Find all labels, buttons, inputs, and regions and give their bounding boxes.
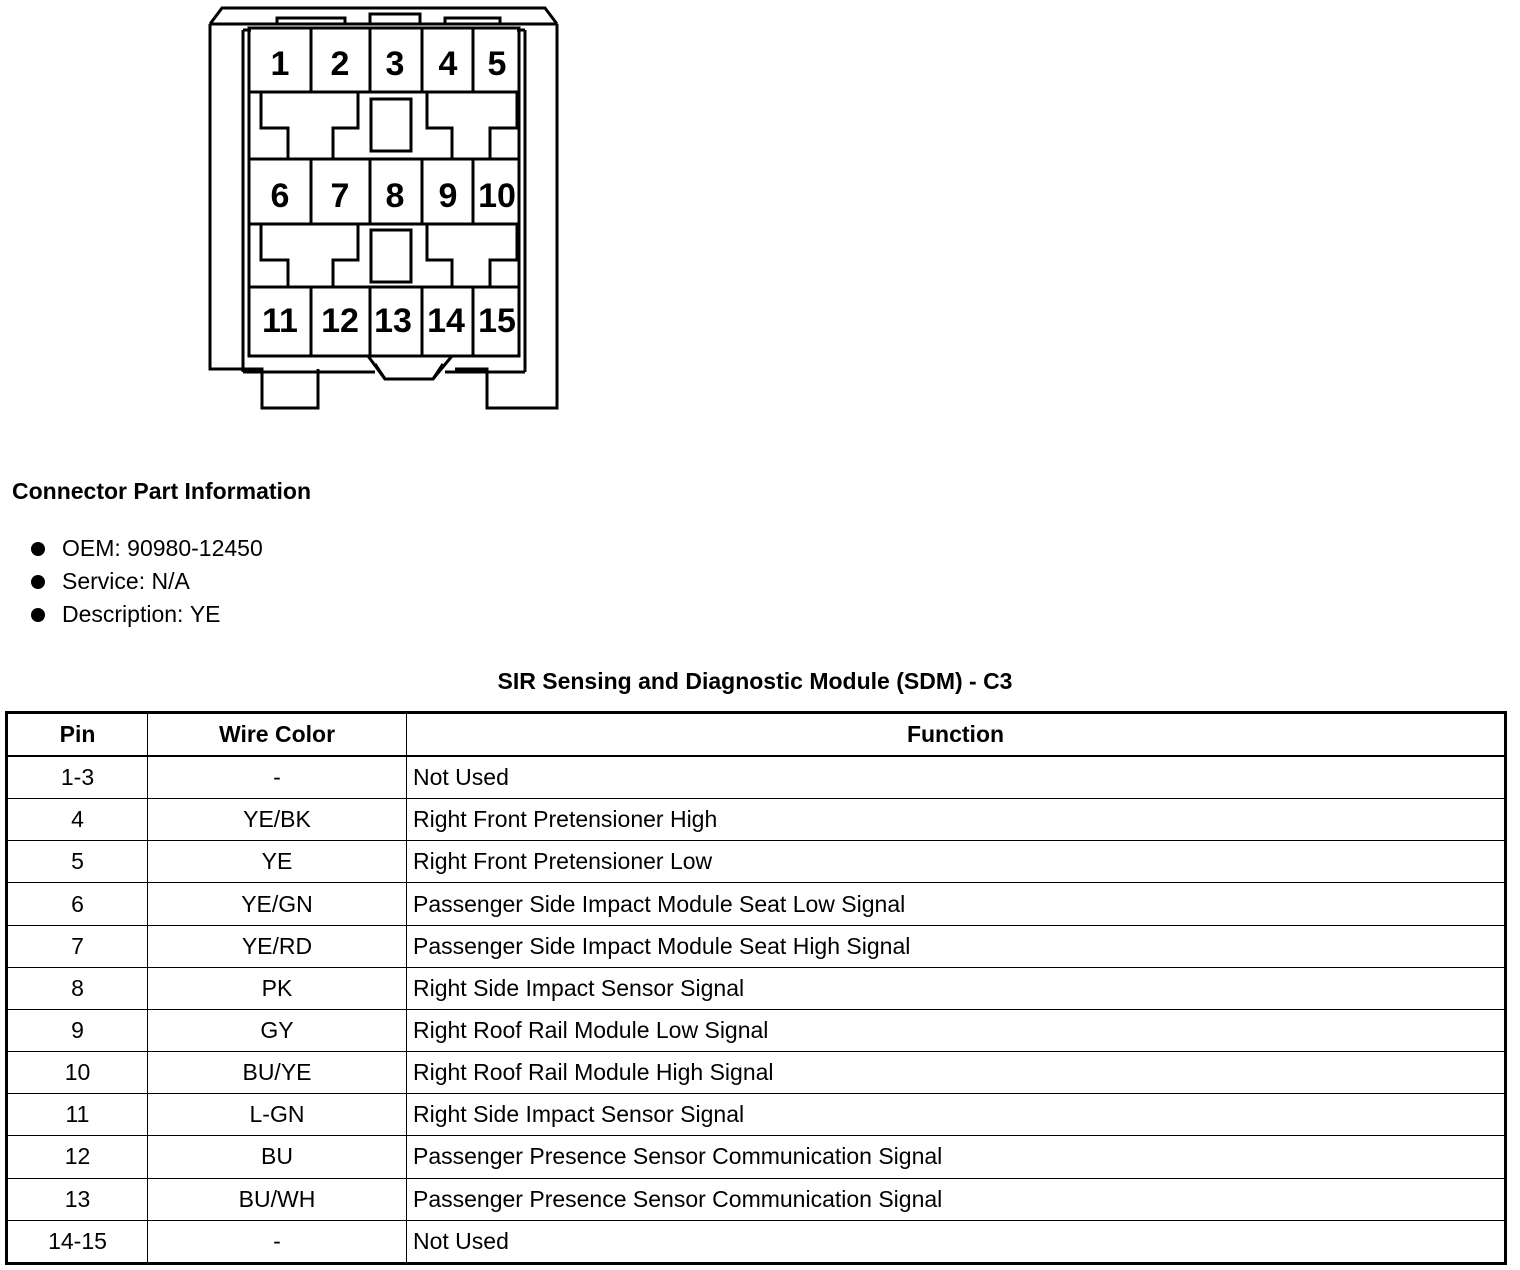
pin-number-label: 1 [270, 45, 290, 83]
pin-number-label: 13 [374, 302, 412, 340]
pin-number-label: 2 [330, 45, 350, 83]
pin-cell: 14-15 [7, 1220, 148, 1263]
table-row [7, 1094, 1506, 1136]
wire-color-cell: YE/GN [148, 883, 407, 925]
function-cell: Right Roof Rail Module Low Signal [407, 1009, 1506, 1051]
pin-cell: 1-3 [7, 756, 148, 799]
table-row [7, 1220, 1506, 1263]
pin-number-label: 10 [478, 177, 516, 215]
pin-cell: 12 [7, 1136, 148, 1178]
bullet-icon [31, 608, 45, 622]
pin-number-label: 5 [487, 45, 507, 83]
header-pin: Pin [7, 713, 148, 757]
wire-color-cell: YE [148, 841, 407, 883]
wire-color-cell: BU [148, 1136, 407, 1178]
bullet-icon [31, 542, 45, 556]
table-row [7, 883, 1506, 925]
pin-cell: 11 [7, 1094, 148, 1136]
wire-color-cell: BU/YE [148, 1052, 407, 1094]
part-info-value: YE [189, 601, 221, 627]
pin-number-label: 3 [385, 45, 405, 83]
wire-color-cell: BU/WH [148, 1178, 407, 1220]
wire-color-cell: - [148, 756, 407, 799]
wire-color-cell: YE/BK [148, 799, 407, 841]
table-row [7, 1052, 1506, 1094]
part-info-label: OEM: [62, 535, 121, 561]
table-row [7, 967, 1506, 1009]
wire-color-cell: L-GN [148, 1094, 407, 1136]
pin-number-label: 6 [270, 177, 290, 215]
function-cell: Right Front Pretensioner High [407, 799, 1506, 841]
table-row [7, 1178, 1506, 1220]
wire-color-cell: - [148, 1220, 407, 1263]
pin-cell: 5 [7, 841, 148, 883]
header-wire-color: Wire Color [148, 713, 407, 757]
wire-color-cell: GY [148, 1009, 407, 1051]
pin-number-label: 9 [438, 177, 458, 215]
pin-number-label: 11 [262, 302, 298, 340]
function-cell: Right Roof Rail Module High Signal [407, 1052, 1506, 1094]
part-info-item-description [30, 598, 263, 631]
pin-cell: 10 [7, 1052, 148, 1094]
function-cell: Passenger Side Impact Module Seat Low Signal [407, 883, 1506, 925]
table-row [7, 799, 1506, 841]
pin-number-label: 7 [330, 177, 350, 215]
function-cell: Passenger Presence Sensor Communication Signal [407, 1178, 1506, 1220]
pin-cell: 8 [7, 967, 148, 1009]
pin-number-label: 12 [321, 302, 359, 340]
wire-color-cell: YE/RD [148, 925, 407, 967]
table-row [7, 756, 1506, 799]
part-info-label: Description: [62, 601, 184, 627]
table-row [7, 925, 1506, 967]
function-cell: Passenger Presence Sensor Communication Signal [407, 1136, 1506, 1178]
part-info-item-service [30, 565, 263, 598]
table-header-row [7, 713, 1506, 757]
header-function: Function [407, 713, 1506, 757]
pinout-table-title: SIR Sensing and Diagnostic Module (SDM) - C3 [497, 668, 1013, 694]
table-row [7, 1009, 1506, 1051]
function-cell: Right Side Impact Sensor Signal [407, 1094, 1506, 1136]
pin-cell: 9 [7, 1009, 148, 1051]
function-cell: Not Used [407, 756, 1506, 799]
wire-color-cell: PK [148, 967, 407, 1009]
function-cell: Passenger Side Impact Module Seat High Signal [407, 925, 1506, 967]
connector-face-diagram [205, 4, 565, 414]
connector-part-info-heading: Connector Part Information [12, 478, 312, 504]
pin-cell: 6 [7, 883, 148, 925]
pin-number-label: 15 [478, 302, 516, 340]
function-cell: Right Side Impact Sensor Signal [407, 967, 1506, 1009]
table-row [7, 841, 1506, 883]
pin-cell: 13 [7, 1178, 148, 1220]
function-cell: Right Front Pretensioner Low [407, 841, 1506, 883]
pin-number-label: 8 [385, 177, 405, 215]
pin-number-label: 14 [427, 302, 465, 340]
function-cell: Not Used [407, 1220, 1506, 1263]
part-info-list [30, 532, 263, 631]
part-info-item-oem [30, 532, 263, 565]
part-info-value: 90980-12450 [127, 535, 263, 561]
bullet-icon [31, 575, 45, 589]
pinout-table [5, 711, 1507, 1265]
part-info-label: Service: [62, 568, 146, 594]
table-row [7, 1136, 1506, 1178]
pin-cell: 4 [7, 799, 148, 841]
pin-cell: 7 [7, 925, 148, 967]
part-info-value: N/A [151, 568, 190, 594]
pin-number-label: 4 [438, 45, 458, 83]
